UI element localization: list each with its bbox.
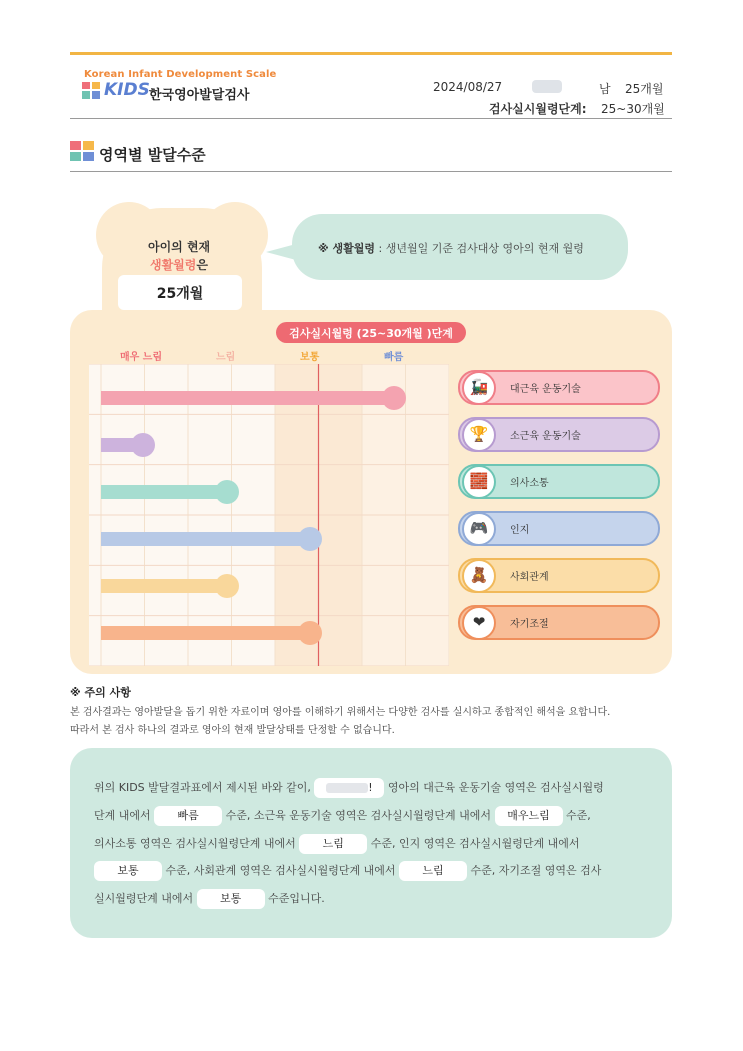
section-title: 영역별 발달수준 (99, 146, 206, 164)
bar-end-5 (298, 621, 322, 645)
bar-5 (101, 626, 310, 640)
child-age: 25개월 (625, 82, 664, 96)
age-card-line2: 생활월령은 (150, 258, 208, 272)
legend-item (458, 417, 660, 452)
legend-icon: 🧱 (462, 465, 496, 499)
brand-kids: KIDS (104, 80, 150, 100)
child-name-chip: ! (314, 778, 384, 798)
child-gender: 남 (599, 82, 611, 96)
age-card-line1: 아이의 현재 (148, 240, 211, 254)
legend-item (458, 464, 660, 499)
brand-english-name: Korean Infant Development Scale (84, 69, 277, 80)
development-bar-chart (89, 364, 449, 666)
summary-line-4: 보통 수준, 사회관계 영역은 검사실시월령단계 내에서 느림 수준, 자기조절 영역은 검사 (94, 861, 601, 881)
bar-0 (101, 391, 394, 405)
gross-motor-level-chip: 빠름 (154, 806, 222, 826)
level-label-slow: 느림 (216, 352, 236, 363)
kids-logo-icon (82, 82, 100, 99)
bar-2 (101, 485, 227, 499)
test-date: 2024/08/27 (433, 80, 503, 94)
bar-4 (101, 579, 227, 593)
legend-item (458, 511, 660, 546)
legend-label: 대근육 운동기술 (510, 384, 581, 395)
level-label-fast: 빠름 (384, 352, 404, 363)
bar-end-0 (382, 386, 406, 410)
note-text: ※ 생활월령 : 생년월일 기준 검사대상 영아의 현재 월령 (318, 242, 584, 255)
summary-line-3: 의사소통 영역은 검사실시월령단계 내에서 느림 수준, 인지 영역은 검사실시월령단계 내에서 (94, 834, 580, 854)
legend-label: 의사소통 (510, 478, 549, 489)
level-label-very-slow: 매우 느림 (120, 352, 163, 363)
stage-banner: 검사실시월령 (25~30개월 )단계 (276, 322, 466, 343)
section-divider (70, 171, 672, 172)
top-rule (70, 52, 672, 55)
header-divider (70, 118, 672, 119)
level-label-normal: 보통 (300, 352, 320, 363)
brand-korean-name: 한국영아발달검사 (149, 88, 250, 103)
cognition-level-chip: 보통 (94, 861, 162, 881)
legend-label: 자기조절 (510, 619, 549, 630)
legend-label: 인지 (510, 525, 530, 536)
stage-value: 25~30개월 (601, 102, 665, 116)
legend-icon: 🚂 (462, 371, 496, 405)
legend-item (458, 558, 660, 593)
child-name-redacted (532, 80, 562, 93)
caution-line-2: 따라서 본 검사 하나의 결과로 영아의 현재 발달상태를 단정할 수 없습니다. (70, 725, 395, 736)
bar-end-4 (215, 574, 239, 598)
legend-icon: 🏆 (462, 418, 496, 452)
communication-level-chip: 느림 (299, 834, 367, 854)
caution-title: ※ 주의 사항 (70, 686, 131, 699)
legend-label: 사회관계 (510, 572, 549, 583)
bar-end-3 (298, 527, 322, 551)
caution-line-1: 본 검사결과는 영아발달을 돕기 위한 자료이며 영아를 이해하기 위해서는 다양한 검사를 실시하고 종합적인 해석을 요합니다. (70, 707, 611, 718)
current-age-value: 25개월 (118, 275, 242, 310)
bar-end-2 (215, 480, 239, 504)
self-regulation-level-chip: 보통 (197, 889, 265, 909)
legend-label: 소근육 운동기술 (510, 431, 581, 442)
bar-3 (101, 532, 310, 546)
stage-label: 검사실시월령단계: (489, 102, 587, 116)
summary-line-2: 단계 내에서 빠름 수준, 소근육 운동기술 영역은 검사실시월령단계 내에서 매우느림 수준, (94, 806, 591, 826)
legend-icon: ❤ (462, 606, 496, 640)
legend-icon: 🧸 (462, 559, 496, 593)
summary-line-1: 위의 KIDS 발달결과표에서 제시된 바와 같이, ! 영아의 대근육 운동기술 영역은 검사실시월령 (94, 778, 604, 798)
legend-icon: 🎮 (462, 512, 496, 546)
social-level-chip: 느림 (399, 861, 467, 881)
section-kids-icon (70, 141, 94, 161)
fine-motor-level-chip: 매우느림 (495, 806, 563, 826)
bar-end-1 (131, 433, 155, 457)
legend-item (458, 370, 660, 405)
legend-item (458, 605, 660, 640)
summary-line-5: 실시월령단계 내에서 보통 수준입니다. (94, 889, 325, 909)
